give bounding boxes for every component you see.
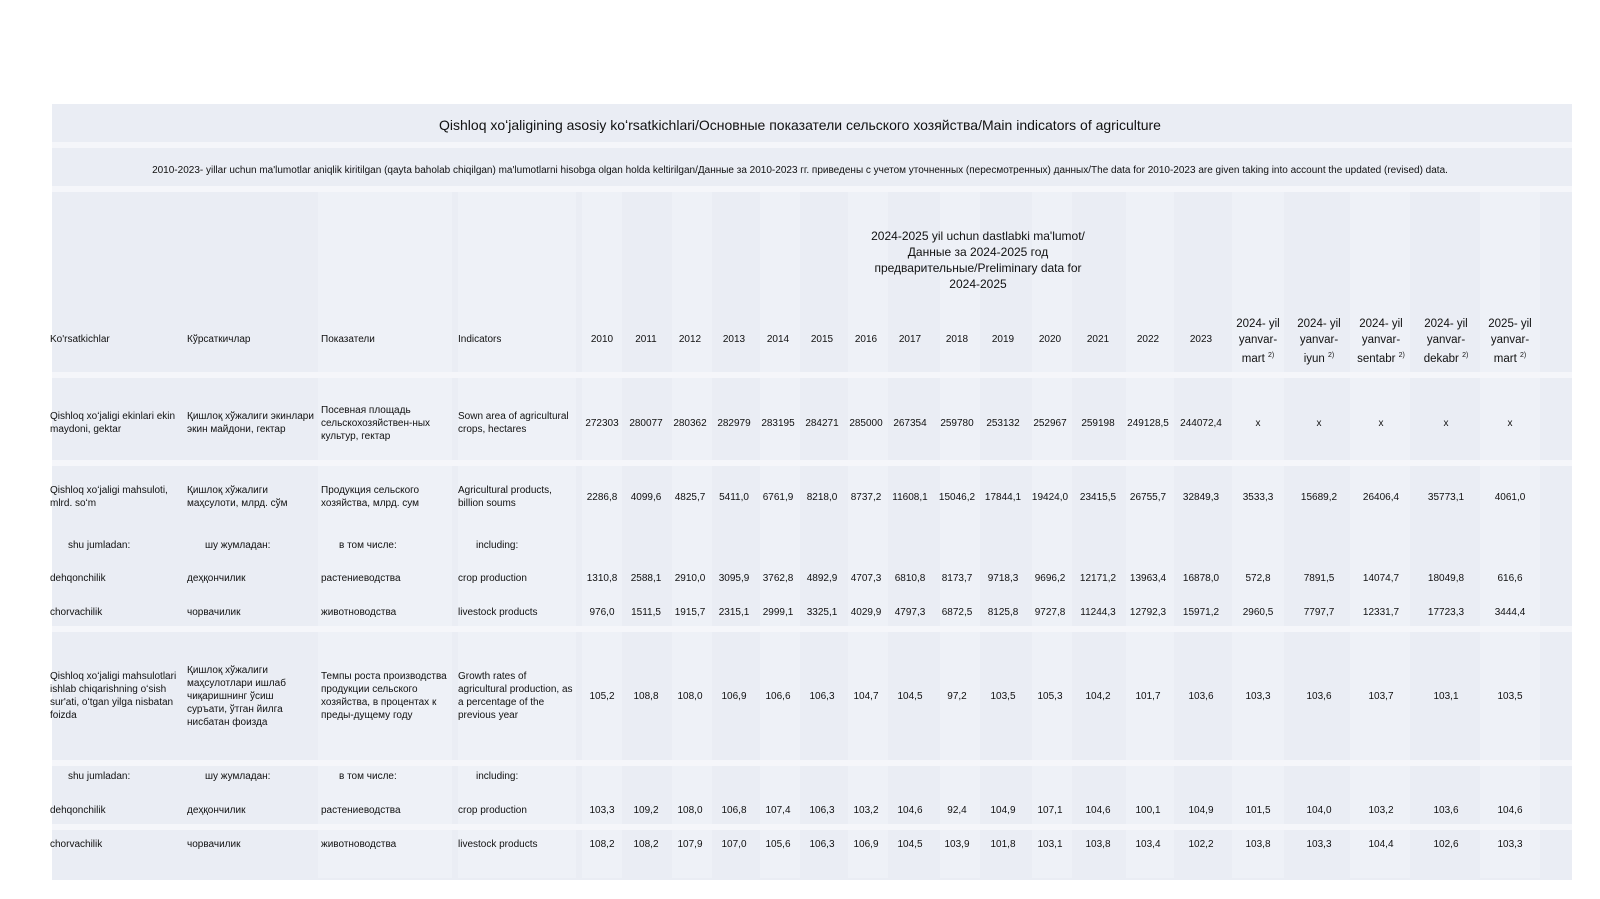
period-line: 2024- yil xyxy=(1297,318,1341,330)
table-cell: 244072,4 xyxy=(1180,417,1222,429)
row-label-en: Sown area of agricultural crops, hectares xyxy=(458,411,569,435)
table-cell: 253132 xyxy=(986,417,1020,429)
row-label-en: Agricultural products, billion soums xyxy=(458,485,552,509)
table-cell: 4825,7 xyxy=(674,491,706,503)
table-cell: x xyxy=(1316,417,1322,429)
table-cell: 103,6 xyxy=(1433,804,1459,816)
table-cell: 259780 xyxy=(940,417,974,429)
column-header-year: 2021 xyxy=(1086,334,1110,345)
period-line: yanvar- xyxy=(1490,334,1530,346)
table-cell: 103,3 xyxy=(589,804,615,816)
period-month: dekabr xyxy=(1423,352,1463,365)
table-cell: 107,1 xyxy=(1037,804,1063,816)
table-cell: 106,9 xyxy=(853,838,879,850)
column-header-uz-cyrillic: Кўрсаткичлар xyxy=(187,334,251,345)
footnote-marker: 2) xyxy=(1328,352,1335,359)
row-label-en: crop production xyxy=(458,804,527,816)
table-cell: 4061,0 xyxy=(1494,491,1526,503)
table-cell: 8125,8 xyxy=(987,606,1019,618)
column-band xyxy=(1232,192,1284,878)
column-header-year: 2019 xyxy=(991,334,1015,345)
table-cell: 104,4 xyxy=(1368,838,1394,850)
row-label-uz-latin: shu jumladan: xyxy=(68,539,131,551)
column-header-uz-latin: Ko'rsatkichlar xyxy=(50,334,110,345)
period-line: yanvar- xyxy=(1426,334,1466,346)
table-cell: 280362 xyxy=(673,417,707,429)
table-cell: 104,6 xyxy=(1497,804,1523,816)
table-cell: 17723,3 xyxy=(1427,606,1465,618)
table-cell: 3325,1 xyxy=(806,606,838,618)
table-cell: 15971,2 xyxy=(1182,606,1220,618)
table-cell: 103,1 xyxy=(1433,690,1459,702)
table-cell: 15689,2 xyxy=(1300,491,1338,503)
preliminary-note: 2024-2025 yil uchun dastlabki ma'lumot/Данные за 2024-2025 год предварительные/Preliminary data for 2024-2025 xyxy=(871,229,1085,291)
table-cell: 6810,8 xyxy=(894,572,926,584)
table-cell: 11608,1 xyxy=(892,491,928,503)
column-header-year: 2013 xyxy=(722,334,746,345)
column-header-year: 2014 xyxy=(766,334,790,345)
table-cell: 14074,7 xyxy=(1362,572,1400,584)
table-cell: 2910,0 xyxy=(674,572,706,584)
table-cell: 2286,8 xyxy=(586,491,618,503)
table-cell: 108,2 xyxy=(589,838,615,850)
period-line: yanvar- xyxy=(1361,334,1401,346)
table-cell: 2999,1 xyxy=(762,606,794,618)
table-cell: 105,6 xyxy=(765,838,791,850)
table-cell: 106,6 xyxy=(765,690,791,702)
row-label-ru: растениеводства xyxy=(321,804,401,816)
period-line: 2024- yil xyxy=(1236,318,1280,330)
table-cell: 108,0 xyxy=(677,690,703,702)
row-label-uz-latin: dehqonchilik xyxy=(50,804,106,816)
table-cell: 9696,2 xyxy=(1034,572,1066,584)
period-line: 2025- yil xyxy=(1488,318,1532,330)
row-label-uz-latin: shu jumladan: xyxy=(68,770,131,782)
table-cell: 572,8 xyxy=(1245,572,1271,584)
column-band xyxy=(1350,192,1410,878)
row-label-ru: Продукция сельского хозяйства, млрд. сум xyxy=(321,485,420,509)
row-label-ru: животноводства xyxy=(321,606,397,618)
table-cell: 4892,9 xyxy=(806,572,838,584)
row-label-ru: животноводства xyxy=(321,838,397,850)
row-label-ru: растениеводства xyxy=(321,572,401,584)
column-header-period xyxy=(1288,316,1350,367)
column-header-year: 2018 xyxy=(945,334,969,345)
table-cell: 282979 xyxy=(717,417,751,429)
table-cell: 105,2 xyxy=(589,690,615,702)
table-cell: x xyxy=(1507,417,1513,429)
table-cell: 267354 xyxy=(893,417,927,429)
table-cell: 4099,6 xyxy=(630,491,662,503)
table-cell: 1310,8 xyxy=(586,572,618,584)
table-cell: 103,6 xyxy=(1306,690,1332,702)
row-label-uz-cyrillic: деҳқончилик xyxy=(187,804,246,816)
table-cell: 26406,4 xyxy=(1362,491,1400,503)
table-cell: 259198 xyxy=(1081,417,1115,429)
row-label-en: livestock products xyxy=(458,838,538,850)
period-month: mart xyxy=(1241,352,1268,365)
table-cell: 97,2 xyxy=(947,690,967,702)
table-cell: 100,1 xyxy=(1135,804,1161,816)
row-separator xyxy=(52,626,1572,632)
row-separator xyxy=(52,760,1572,766)
table-cell: 103,3 xyxy=(1245,690,1271,702)
table-cell: 3444,4 xyxy=(1494,606,1526,618)
row-label-uz-latin: Qishloq xoʻjaligi mahsulotlari ishlab chiqarishning oʻsish sur'ati, oʻtgan yilga nisbatan foizda xyxy=(50,671,177,721)
column-header-year: 2023 xyxy=(1189,334,1213,345)
row-label-uz-cyrillic: Қишлоқ хўжалиги экинлари экин майдони, гектар xyxy=(187,411,314,435)
table-cell: 15046,2 xyxy=(938,491,976,503)
table-cell: 26755,7 xyxy=(1129,491,1167,503)
row-label-uz-cyrillic: шу жумладан: xyxy=(205,770,271,782)
table-cell: 103,5 xyxy=(990,690,1016,702)
column-header-period xyxy=(1415,316,1477,367)
table-subtitle: 2010-2023- yillar uchun ma'lumotlar aniqlik kiritilgan (qayta baholab chiqilgan) ma'lumotlarni hisobga olgan holda keltirilgan/Данные за 2010-2023 гг. приведены с учетом уточненных (пересмотренных) данных/The data for 2010-2023 are given taking into account the updated (revised) data. xyxy=(152,165,1448,176)
table-cell: 12171,2 xyxy=(1079,572,1117,584)
table-cell: 249128,5 xyxy=(1127,417,1169,429)
table-cell: 9718,3 xyxy=(987,572,1019,584)
row-label-en: crop production xyxy=(458,572,527,584)
period-line: yanvar- xyxy=(1238,334,1278,346)
footnote-marker: 2) xyxy=(1462,352,1469,359)
row-label-ru: в том числе: xyxy=(339,770,397,782)
column-band xyxy=(1126,192,1174,878)
table-cell: 104,0 xyxy=(1306,804,1332,816)
table-cell: 106,3 xyxy=(809,838,835,850)
table-cell: 107,0 xyxy=(721,838,747,850)
row-label-en: including: xyxy=(476,770,519,782)
table-cell: 2960,5 xyxy=(1242,606,1274,618)
column-header-year: 2016 xyxy=(854,334,878,345)
table-cell: 23415,5 xyxy=(1079,491,1117,503)
period-line xyxy=(1415,348,1477,367)
period-line xyxy=(1227,348,1289,367)
table-cell: 108,0 xyxy=(677,804,703,816)
table-cell: 283195 xyxy=(761,417,795,429)
period-line: yanvar- xyxy=(1299,334,1339,346)
column-header-year: 2017 xyxy=(898,334,922,345)
row-label-uz-latin: Qishloq xoʻjaligi ekinlari ekin maydoni, gektar xyxy=(50,411,176,435)
table-cell: 106,3 xyxy=(809,690,835,702)
table-cell: 104,7 xyxy=(853,690,879,702)
table-cell: 4797,3 xyxy=(894,606,926,618)
table-cell: 106,9 xyxy=(721,690,747,702)
table-cell: 6761,9 xyxy=(762,491,794,503)
table-cell: 103,4 xyxy=(1135,838,1161,850)
column-header-year: 2011 xyxy=(635,334,657,345)
table-cell: x xyxy=(1443,417,1449,429)
row-label-en: livestock products xyxy=(458,606,538,618)
table-cell: 103,2 xyxy=(853,804,879,816)
row-label-uz-cyrillic: чорвачилик xyxy=(187,606,241,618)
table-cell: 9727,8 xyxy=(1034,606,1066,618)
table-cell: 3095,9 xyxy=(718,572,750,584)
row-label-uz-latin: Qishloq xoʻjaligi mahsuloti, mlrd. soʻm xyxy=(50,485,168,509)
row-separator xyxy=(52,460,1572,466)
table-cell: 1511,5 xyxy=(631,606,661,618)
table-cell: 103,2 xyxy=(1368,804,1394,816)
row-label-uz-latin: chorvachilik xyxy=(50,838,103,850)
column-header-year: 2012 xyxy=(678,334,702,345)
row-separator xyxy=(52,824,1572,830)
table-cell: 104,2 xyxy=(1085,690,1111,702)
table-cell: 12792,3 xyxy=(1129,606,1167,618)
table-cell: 108,2 xyxy=(633,838,659,850)
table-cell: 104,6 xyxy=(897,804,923,816)
column-header-year: 2020 xyxy=(1038,334,1062,345)
table-cell: 101,8 xyxy=(990,838,1016,850)
table-cell: 1915,7 xyxy=(674,606,706,618)
footnote-marker: 2) xyxy=(1398,352,1405,359)
row-label-uz-cyrillic: чорвачилик xyxy=(187,838,241,850)
column-header-en: Indicators xyxy=(458,334,502,345)
row-label-ru: Посевная площадь сельскохозяйствен-ных культур, гектар xyxy=(321,404,431,442)
row-separator xyxy=(52,142,1572,148)
column-band xyxy=(1032,192,1072,878)
table-cell: 4707,3 xyxy=(850,572,882,584)
table-cell: 32849,3 xyxy=(1182,491,1220,503)
period-month: iyun xyxy=(1303,352,1329,365)
column-header-year: 2010 xyxy=(590,334,614,345)
table-cell: 2315,1 xyxy=(718,606,750,618)
table-cell: 11244,3 xyxy=(1080,606,1116,618)
table-cell: 107,4 xyxy=(765,804,791,816)
table-title: Qishloq xoʻjaligining asosiy koʻrsatkichlari/Основные показатели сельского хозяйства/Main indicators of agriculture xyxy=(439,117,1161,133)
table-cell: 101,7 xyxy=(1135,690,1161,702)
table-cell: 35773,1 xyxy=(1427,491,1465,503)
table-cell: 109,2 xyxy=(633,804,659,816)
table-cell: 103,6 xyxy=(1188,690,1214,702)
table-cell: 3762,8 xyxy=(762,572,794,584)
table-cell: 92,4 xyxy=(947,804,967,816)
table-cell: 103,5 xyxy=(1497,690,1523,702)
table-cell: 19424,0 xyxy=(1031,491,1069,503)
row-label-uz-cyrillic: деҳқончилик xyxy=(187,572,246,584)
row-label-uz-cyrillic: Қишлоқ хўжалиги маҳсулоти, млрд. сўм xyxy=(187,485,288,509)
column-header-period xyxy=(1350,316,1412,367)
table-cell: 106,8 xyxy=(721,804,747,816)
row-label-ru: Темпы роста производства продукции сельского хозяйства, в процентах к преды-дущему году xyxy=(321,671,447,721)
row-label-ru: в том числе: xyxy=(339,539,397,551)
table-cell: 107,9 xyxy=(677,838,703,850)
table-cell: 102,6 xyxy=(1433,838,1459,850)
table-cell: 104,9 xyxy=(1188,804,1214,816)
table-cell: 102,2 xyxy=(1188,838,1214,850)
table-cell: 284271 xyxy=(805,417,839,429)
period-line xyxy=(1479,348,1541,367)
table-cell: 6872,5 xyxy=(941,606,973,618)
table-cell: 103,9 xyxy=(944,838,970,850)
column-band xyxy=(760,192,800,878)
table-cell: 18049,8 xyxy=(1427,572,1465,584)
period-month: mart xyxy=(1493,352,1520,365)
table-cell: 8218,0 xyxy=(806,491,838,503)
table-cell: 8173,7 xyxy=(941,572,973,584)
table-cell: 7891,5 xyxy=(1303,572,1335,584)
table-cell: 272303 xyxy=(585,417,619,429)
table-cell: 17844,1 xyxy=(984,491,1022,503)
column-header-ru: Показатели xyxy=(321,334,375,345)
column-header-period xyxy=(1479,316,1541,367)
table-cell: 101,5 xyxy=(1245,804,1271,816)
table-cell: x xyxy=(1378,417,1384,429)
table-cell: 16878,0 xyxy=(1182,572,1220,584)
column-header-year: 2015 xyxy=(810,334,834,345)
period-line xyxy=(1288,348,1350,367)
table-cell: 252967 xyxy=(1033,417,1067,429)
period-month: sentabr xyxy=(1357,352,1399,365)
table-cell: 7797,7 xyxy=(1303,606,1335,618)
row-label-uz-latin: dehqonchilik xyxy=(50,572,106,584)
table-cell: 108,8 xyxy=(633,690,659,702)
table-cell: 12331,7 xyxy=(1362,606,1400,618)
table-cell: 280077 xyxy=(629,417,663,429)
table-cell: 8737,2 xyxy=(850,491,882,503)
column-band xyxy=(848,192,888,878)
row-label-en: Growth rates of agricultural production, as a percentage of the previous year xyxy=(458,671,573,721)
table-cell: 104,5 xyxy=(897,838,923,850)
row-label-uz-cyrillic: шу жумладан: xyxy=(205,539,271,551)
table-cell: 4029,9 xyxy=(850,606,882,618)
period-line xyxy=(1350,348,1412,367)
table-cell: 104,5 xyxy=(897,690,923,702)
row-label-en: including: xyxy=(476,539,519,551)
table-cell: 616,6 xyxy=(1497,572,1523,584)
column-band xyxy=(672,192,712,878)
table-cell: 976,0 xyxy=(589,606,615,618)
table-cell: 2588,1 xyxy=(630,572,662,584)
period-line: 2024- yil xyxy=(1359,318,1403,330)
column-header-period xyxy=(1227,316,1289,367)
table-cell: 105,3 xyxy=(1037,690,1063,702)
row-label-uz-latin: chorvachilik xyxy=(50,606,103,618)
row-separator xyxy=(52,372,1572,378)
footnote-marker: 2) xyxy=(1267,352,1275,359)
table-cell: 103,1 xyxy=(1037,838,1063,850)
table-cell: 5411,0 xyxy=(719,491,749,503)
table-cell: 103,3 xyxy=(1306,838,1332,850)
table-cell: 104,6 xyxy=(1085,804,1111,816)
table-cell: 285000 xyxy=(849,417,883,429)
row-label-uz-cyrillic: Қишлоқ хўжалиги маҳсулотлари ишлаб чиқаришнинг ўсиш суръати, ўтган йилга нисбатан фоизда xyxy=(187,664,286,728)
table-cell: 104,9 xyxy=(990,804,1016,816)
table-cell: 103,8 xyxy=(1085,838,1111,850)
table-cell: 103,8 xyxy=(1245,838,1271,850)
period-line: 2024- yil xyxy=(1424,318,1468,330)
row-separator xyxy=(52,186,1572,192)
table-cell: 13963,4 xyxy=(1129,572,1167,584)
table-cell: 103,3 xyxy=(1497,838,1523,850)
column-band xyxy=(1480,192,1540,878)
table-cell: 103,7 xyxy=(1368,690,1394,702)
column-band xyxy=(940,192,980,878)
table-cell: 3533,3 xyxy=(1242,491,1274,503)
table-cell: x xyxy=(1255,417,1261,429)
column-header-year: 2022 xyxy=(1136,334,1160,345)
table-cell: 106,3 xyxy=(809,804,835,816)
footnote-marker: 2) xyxy=(1519,352,1527,359)
